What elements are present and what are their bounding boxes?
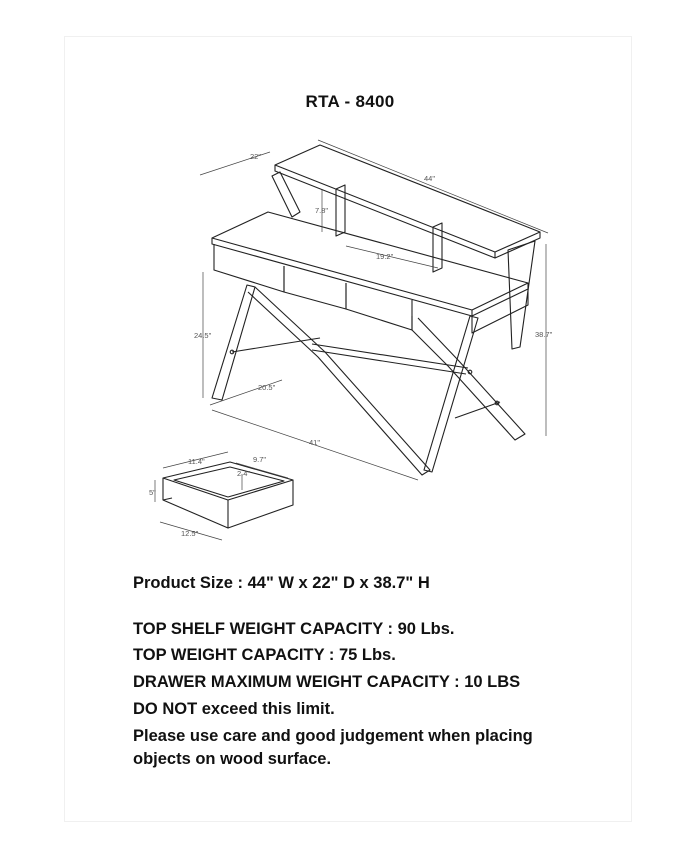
dim-width-label: 44"	[424, 174, 436, 183]
dim-leg-height-label: 24.5"	[194, 331, 212, 340]
dim-depth-label: 22"	[250, 152, 262, 161]
product-size-text: Product Size : 44" W x 22" D x 38.7" H	[133, 574, 430, 592]
top-capacity-text: TOP WEIGHT CAPACITY : 75 Lbs.	[133, 646, 396, 664]
care-note-line-2: objects on wood surface.	[133, 750, 332, 768]
stretcher-center	[312, 344, 468, 374]
limit-warning-text: DO NOT exceed this limit.	[133, 700, 335, 718]
drawer-front-left	[214, 244, 284, 292]
top-shelf-capacity-text: TOP SHELF WEIGHT CAPACITY : 90 Lbs.	[133, 620, 455, 638]
bolt	[468, 370, 472, 374]
stretcher-left	[232, 338, 320, 352]
dim-drawer-depth-label: 11.4"	[188, 457, 205, 466]
back-right-leg	[508, 241, 535, 349]
dim-drawer-length-label: 12.5"	[181, 529, 199, 538]
dim-drawer-width-label: 9.7"	[253, 455, 267, 464]
product-model-title: RTA - 8400	[305, 92, 395, 111]
drawer-capacity-text: DRAWER MAXIMUM WEIGHT CAPACITY : 10 LBS	[133, 673, 521, 691]
dim-drawer-inner-height-label: 2.4"	[237, 469, 251, 478]
desk-top-edge	[212, 238, 528, 316]
front-left-leg-a	[212, 285, 255, 400]
front-right-leg-a	[424, 316, 478, 472]
dim-overall-height-label: 38.7"	[535, 330, 553, 339]
dim-base-width-label: 41"	[309, 438, 321, 447]
care-note-line-1: Please use care and good judgement when placing	[133, 727, 533, 745]
hutch-shelf-top	[275, 145, 540, 252]
dim-base-depth-label: 20.5"	[258, 383, 276, 392]
front-right-leg-b	[412, 318, 525, 440]
drawer-detail-drawing	[163, 462, 293, 528]
front-left-leg-b	[248, 287, 430, 475]
dim-drawer-height-label: 5"	[149, 488, 156, 497]
dim-shelf-span-label: 19.2"	[376, 252, 394, 261]
dim-line-width	[318, 140, 548, 233]
desk-top-surface	[212, 212, 528, 310]
dim-shelf-gap-label: 7.8"	[315, 206, 329, 215]
